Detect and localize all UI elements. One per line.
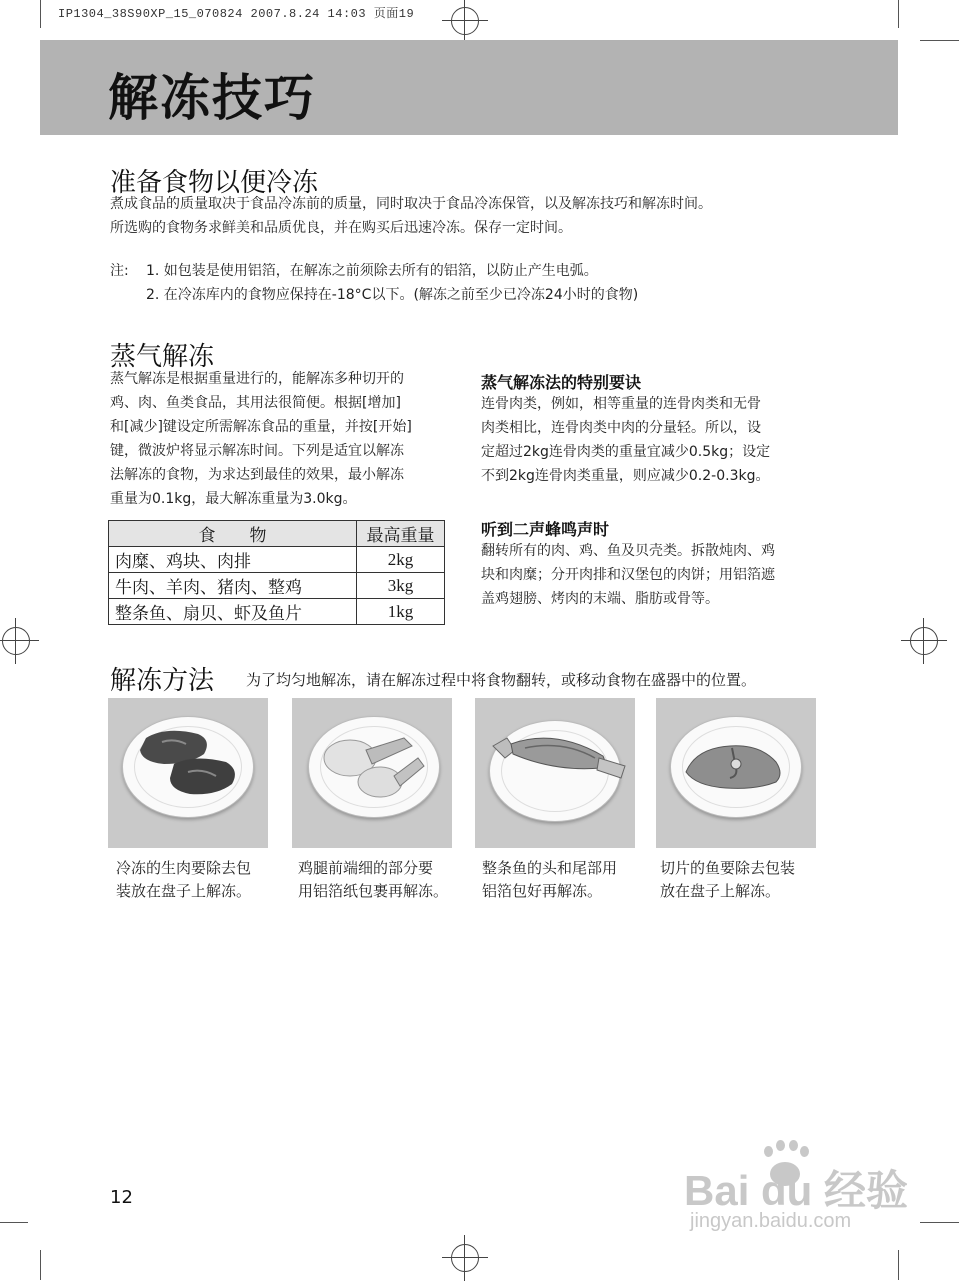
- photo-caption: [482, 857, 652, 903]
- table-cell-weight: 3kg: [357, 573, 445, 599]
- table-row: [109, 599, 445, 625]
- beep-line: 块和肉糜；分开肉排和汉堡包的肉饼；用铝箔遮: [481, 567, 775, 583]
- baidu-paw-icon: [789, 1140, 798, 1151]
- baidu-paw-icon: [764, 1146, 773, 1157]
- fish-steak-plate-icon: [656, 698, 816, 848]
- prep-line: 煮成食品的质量取决于食品冷冻前的质量，同时取决于食品冷冻保管，以及解冻技巧和解冻时间。: [110, 196, 712, 212]
- photo-caption: [660, 857, 830, 903]
- watermark-logo: Bai du 经验: [684, 1167, 909, 1214]
- photo-caption: [116, 857, 286, 903]
- method-subtitle: 为了均匀地解冻，请在解冻过程中将食物翻转，或移动食物在盛器中的位置。: [246, 671, 757, 689]
- whole-fish-icon: [475, 698, 635, 848]
- baidu-paw-icon: [776, 1140, 785, 1151]
- baidu-paw-icon: [800, 1146, 809, 1157]
- section-heading-prep: 准备食物以便冷冻: [110, 168, 319, 198]
- table-cell-food: 肉糜、鸡块、肉排: [109, 547, 357, 573]
- page-number: 12: [110, 1187, 133, 1208]
- prep-line: 所选购的食物务求鲜美和品质优良，并在购买后迅速冷冻。保存一定时间。: [110, 220, 572, 236]
- caption-line: 放在盘子上解冻。: [660, 882, 781, 900]
- caption-line: 整条鱼的头和尾部用: [482, 859, 618, 877]
- note-item: 2. 在冷冻库内的食物应保持在-18°C以下。(解冻之前至少已冷冻24小时的食物): [146, 287, 639, 303]
- crop-mark: [898, 1250, 899, 1280]
- photo-caption: [298, 857, 468, 903]
- registration-mark-icon: [2, 627, 30, 655]
- tips-line: 连骨肉类，例如，相等重量的连骨肉类和无骨: [481, 396, 761, 412]
- print-header: IP1304_38S90XP_15_070824 2007.8.24 14:03 页面19: [58, 7, 415, 21]
- beep-line: 翻转所有的肉、鸡、鱼及贝壳类。拆散炖肉、鸡: [481, 543, 775, 559]
- steam-paragraph: [110, 367, 455, 511]
- caption-line: 切片的鱼要除去包装: [660, 859, 796, 877]
- steam-line: 键，微波炉将显示解冻时间。下列是适宜以解冻: [110, 443, 404, 459]
- table-header-row: [109, 521, 445, 547]
- tips-heading: 蒸气解冻法的特别要诀: [481, 373, 642, 392]
- table-cell-food: 牛肉、羊肉、猪肉、整鸡: [109, 573, 357, 599]
- beef-steak-icon: [108, 698, 268, 848]
- table-row: [109, 547, 445, 573]
- steam-line: 鸡、肉、鱼类食品，其用法很简便。根据[增加]: [110, 395, 401, 411]
- table-row: [109, 573, 445, 599]
- crop-mark: [920, 40, 959, 41]
- table-cell-food: 整条鱼、扇贝、虾及鱼片: [109, 599, 357, 625]
- table-header-food: 食 物: [109, 521, 357, 547]
- crop-mark: [40, 0, 41, 28]
- section-heading-method: 解冻方法: [110, 666, 215, 696]
- note-label: 注:: [110, 263, 129, 279]
- caption-line: 鸡腿前端细的部分要: [298, 859, 434, 877]
- crop-mark: [40, 1250, 41, 1280]
- tips-line: 不到2kg连骨肉类重量，则应减少0.2-0.3kg。: [481, 468, 770, 484]
- tips-paragraph: [481, 392, 770, 488]
- caption-line: 用铝箔纸包裹再解冻。: [298, 882, 449, 900]
- watermark-url: jingyan.baidu.com: [690, 1210, 852, 1232]
- tips-line: 肉类相比，连骨肉类中肉的分量轻。所以，设: [481, 420, 761, 436]
- registration-mark-icon: [910, 627, 938, 655]
- whole-fish-plate-icon: [475, 698, 635, 848]
- crop-mark: [898, 0, 899, 28]
- caption-line: 铝箔包好再解冻。: [482, 882, 603, 900]
- beef-steak-plate-icon: [108, 698, 268, 848]
- table-cell-weight: 2kg: [357, 547, 445, 573]
- crop-mark: [920, 1222, 959, 1223]
- page-title: 解冻技巧: [108, 69, 316, 127]
- tips-line: 定超过2kg连骨肉类的重量宜减少0.5kg；设定: [481, 444, 771, 460]
- beep-heading: 听到二声蜂鸣声时: [481, 520, 610, 539]
- steam-line: 法解冻的食物，为求达到最佳的效果，最小解冻: [110, 467, 404, 483]
- registration-mark-icon: [451, 7, 479, 35]
- beep-line: 盖鸡翅膀、烤肉的末端、脂肪或骨等。: [481, 591, 719, 607]
- food-weight-table: [108, 520, 445, 625]
- table-header-weight: 最高重量: [357, 521, 445, 547]
- prep-paragraph: [110, 192, 830, 240]
- chicken-leg-plate-icon: [292, 698, 452, 848]
- caption-line: 装放在盘子上解冻。: [116, 882, 252, 900]
- crop-mark: [0, 1222, 28, 1223]
- section-heading-steam: 蒸气解冻: [110, 342, 215, 372]
- steam-line: 蒸气解冻是根据重量进行的，能解冻多种切开的: [110, 371, 404, 387]
- table-cell-weight: 1kg: [357, 599, 445, 625]
- steam-line: 重量为0.1kg，最大解冻重量为3.0kg。: [110, 491, 357, 507]
- fish-steak-icon: [656, 698, 816, 848]
- note-item: 1. 如包装是使用铝箔，在解冻之前须除去所有的铝箔，以防止产生电弧。: [146, 263, 598, 279]
- steam-line: 和[减少]键设定所需解冻食品的重量，并按[开始]: [110, 419, 412, 435]
- beep-paragraph: [481, 539, 775, 611]
- registration-mark-icon: [451, 1244, 479, 1272]
- caption-line: 冷冻的生肉要除去包: [116, 859, 252, 877]
- chicken-leg-icon: [292, 698, 452, 848]
